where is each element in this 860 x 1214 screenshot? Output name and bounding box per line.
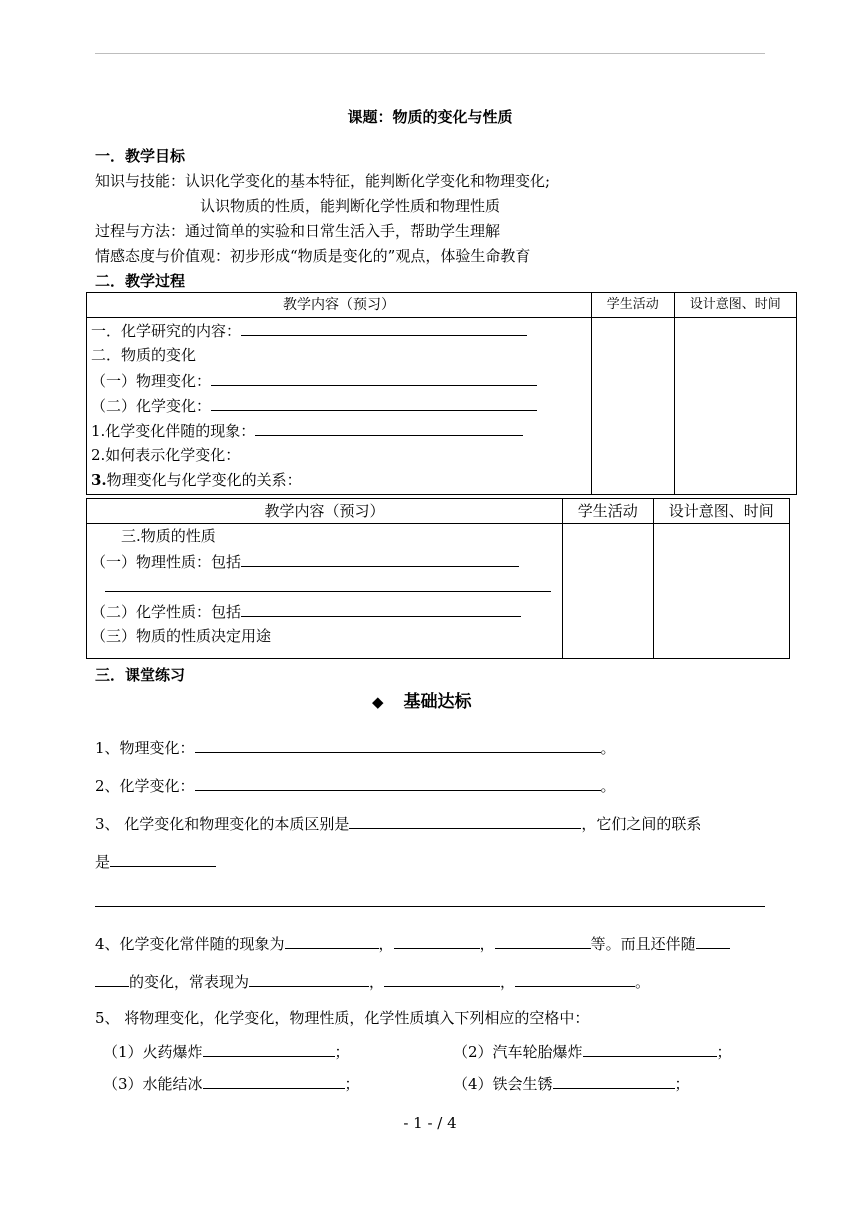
teaching-table-1 [86,292,797,495]
objective-process: 过程与方法：通过简单的实验和日常生活入手，帮助学生理解 [95,222,501,240]
table1-activity-cell [591,318,674,495]
exercise-4: 4、化学变化常伴随的现象为 ， ， 等。而且还伴随 [95,931,730,954]
teaching-table-2 [86,498,790,659]
table1-header-design: 设计意图、时间 [674,293,796,318]
table1-row-4: （二）化学变化： [87,393,591,418]
page-title: 课题：物质的变化与性质 [347,108,513,126]
section1-heading: 一．教学目标 [95,147,186,165]
exercise-4-cont: 的变化，常表现为 ， ， 。 [95,969,650,992]
table2-row-4: （三）物质的性质决定用途 [91,627,272,645]
exercise-1: 1、物理变化： 。 [95,735,616,758]
exercise-5-item-3: （3）水能结冰 ； [103,1071,360,1094]
exercise-5: 5、 将物理变化，化学变化，物理性质，化学性质填入下列相应的空格中： [95,1009,590,1027]
diamond-icon: ◆ [372,693,384,711]
objective-emotion: 情感态度与价值观：初步形成“物质是变化的”观点，体验生命教育 [95,247,531,265]
exercise-3-cont: 是 [95,849,216,872]
table1-design-cell [674,318,796,495]
table1-row-2: 二．物质的变化 [91,346,197,364]
table1-row-5: 1.化学变化伴随的现象： [87,418,591,443]
table1-row-6: 2.如何表示化学变化： [91,446,241,464]
table2-design-cell [653,524,789,659]
table1-row-7: 3.物理变化与化学变化的关系： [91,471,302,489]
section3-heading: 三．课堂练习 [95,666,186,684]
table2-row-blank [87,574,562,599]
exercise-5-item-4: （4）铁会生锈 ； [453,1071,690,1094]
table1-header-content: 教学内容（预习） [87,293,592,318]
table2-header-content: 教学内容（预习） [87,499,563,524]
exercise-2: 2、化学变化： 。 [95,773,616,796]
section2-heading: 二．教学过程 [95,272,186,290]
subheading-text: 基础达标 [403,692,472,712]
subheading [372,687,471,712]
exercise-5-item-1: （1）火药爆炸 ； [103,1039,350,1062]
objective-knowledge: 知识与技能：认识化学变化的基本特征，能判断化学变化和物理变化; [95,172,551,190]
exercise-5-item-2: （2）汽车轮胎爆炸 ； [453,1039,732,1062]
exercise-3-blank-line [95,906,765,907]
table2-row-3: （二）化学性质：包括 [87,599,562,624]
table2-content-cell [87,524,563,659]
table2-row-2: （一）物理性质：包括 [87,549,562,574]
page-number: - 1 - / 4 [403,1114,457,1132]
objective-knowledge-2: 认识物质的性质，能判断化学性质和物理性质 [200,197,501,215]
table1-row-1: 一．化学研究的内容： [87,318,591,343]
table1-row-3: （一）物理变化： [87,368,591,393]
table2-activity-cell [562,524,653,659]
table1-content-cell [87,318,592,495]
table2-row-1: 三.物质的性质 [121,527,216,545]
table2-header-activity: 学生活动 [562,499,653,524]
header-rule [95,53,765,54]
table1-header-activity: 学生活动 [591,293,674,318]
exercise-3: 3、 化学变化和物理变化的本质区别是 ，它们之间的联系 [95,811,701,834]
table2-header-design: 设计意图、时间 [653,499,789,524]
